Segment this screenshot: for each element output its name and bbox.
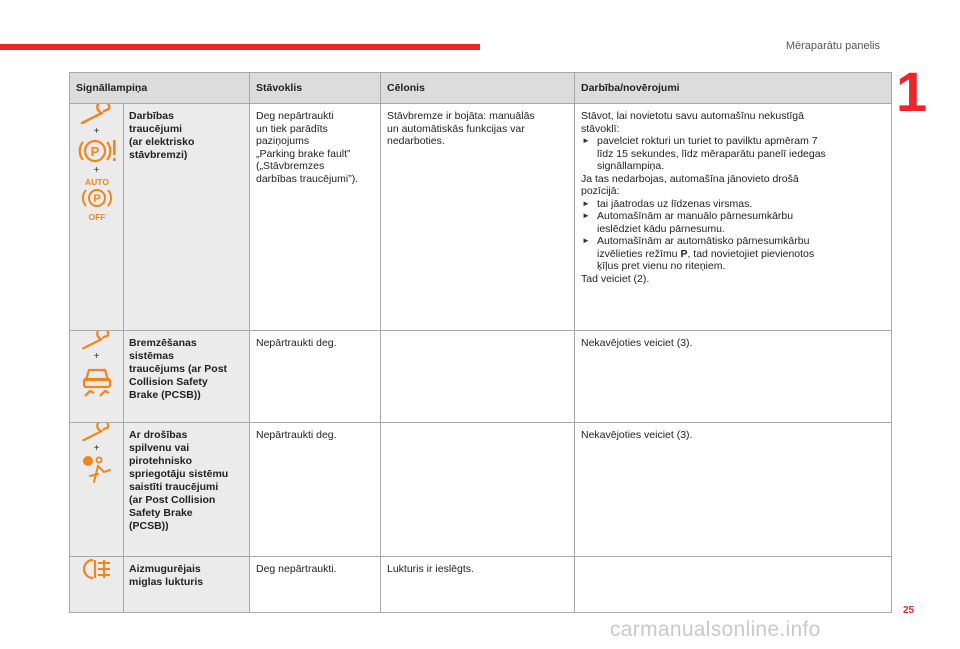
bullet-item: ► Automašīnām ar automātisko pārnesumkārbu izvēlieties režīmu P, tad novietojiet pievienotos ķīļus pret vienu no riteņiem. <box>581 235 885 273</box>
auto-p-off-icon <box>79 176 115 222</box>
p-letter: P <box>92 193 101 205</box>
plus-sign: + <box>93 165 100 176</box>
warning-name: Darbības traucējumi (ar elektrisko stāvbremzi) <box>124 104 250 331</box>
warning-name: Ar drošības spilvenu vai pirotehnisko spriegotāju sistēmu saistīti traucējumi (ar Post Collision Safety Brake (PCSB)) <box>124 423 250 557</box>
airbag-icon <box>80 454 114 484</box>
p-letter: P <box>90 144 99 159</box>
state-cell: Deg nepārtraukti un tiek parādīts paziņojums „Parking brake fault” („Stāvbremzes darbības traucējumi”). <box>250 104 381 331</box>
icon-cell <box>70 557 124 613</box>
warning-lights-table <box>69 72 892 613</box>
icon-cell <box>70 423 124 557</box>
wrench-icon <box>80 104 114 126</box>
table-row <box>70 423 892 557</box>
cause-cell <box>381 423 575 557</box>
cause-cell: Lukturis ir ieslēgts. <box>381 557 575 613</box>
state-cell: Nepārtraukti deg. <box>250 423 381 557</box>
parking-brake-fault-icon <box>77 137 117 165</box>
wrench-icon <box>80 423 114 443</box>
cause-cell: Stāvbremze ir bojāta: manuālās un automātiskās funkcijas var nedarboties. <box>381 104 575 331</box>
collision-warning-icon <box>80 362 114 398</box>
bullet-item: ► Automašīnām ar manuālo pārnesumkārbu ieslēdziet kādu pārnesumu. <box>581 210 885 235</box>
header-state: Stāvoklis <box>250 73 381 104</box>
warning-name: Aizmugurējais miglas lukturis <box>124 557 250 613</box>
page-number: 25 <box>903 605 915 616</box>
header-cause: Cēlonis <box>381 73 575 104</box>
cause-cell <box>381 331 575 423</box>
state-cell: Deg nepārtraukti. <box>250 557 381 613</box>
action-cell: Nekavējoties veiciet (3). <box>575 331 892 423</box>
action-cell <box>575 557 892 613</box>
chapter-number: 1 <box>896 60 928 123</box>
table-row <box>70 557 892 613</box>
section-title: Mēraparātu panelis <box>785 40 880 52</box>
auto-label: AUTO <box>84 177 109 187</box>
header-warning-light: Signāllampiņa <box>70 73 250 104</box>
action-cell: Stāvot, lai novietotu savu automašīnu nekustīgā stāvoklī: ► pavelciet rokturi un turiet to pavilktu apmēram 7 līdz 15 sekundes, līdz mēraparātu panelī iedegas signāllampiņa. Ja tas nedarbojas, automašīna jānovieto drošā pozīcijā: ► tai jāatrodas uz līdzenas virsmas. ► Automašīnām ar manuālo pārnesumkārbu ieslēdziet kādu pārnesumu. ► Automašīnām ar automātisko pārnesumkārbu izvēlieties režīmu P, tad novietojiet pievienotos ķīļus pret vienu no riteņiem. Tad veiciet (2). <box>575 104 892 331</box>
action-cell: Nekavējoties veiciet (3). <box>575 423 892 557</box>
wrench-icon <box>80 331 114 351</box>
table-row <box>70 331 892 423</box>
off-label: OFF <box>88 212 105 222</box>
warning-name: Bremzēšanas sistēmas traucējums (ar Post Collision Safety Brake (PCSB)) <box>124 331 250 423</box>
bullet-item: ► tai jāatrodas uz līdzenas virsmas. <box>581 198 885 211</box>
plus-sign: + <box>93 126 100 137</box>
state-cell: Nepārtraukti deg. <box>250 331 381 423</box>
table-row <box>70 104 892 331</box>
table-header-row <box>70 73 892 104</box>
icon-cell <box>70 104 124 331</box>
plus-sign: + <box>93 351 100 362</box>
icon-cell <box>70 331 124 423</box>
rear-fog-light-icon <box>81 557 113 581</box>
bullet-item: ► pavelciet rokturi un turiet to pavilktu apmēram 7 līdz 15 sekundes, līdz mēraparātu panelī iedegas signāllampiņa. <box>581 135 885 173</box>
plus-sign: + <box>93 443 100 454</box>
header-action: Darbība/novērojumi <box>575 73 892 104</box>
watermark: carmanualsonline.info <box>610 618 821 641</box>
accent-bar <box>0 44 480 50</box>
